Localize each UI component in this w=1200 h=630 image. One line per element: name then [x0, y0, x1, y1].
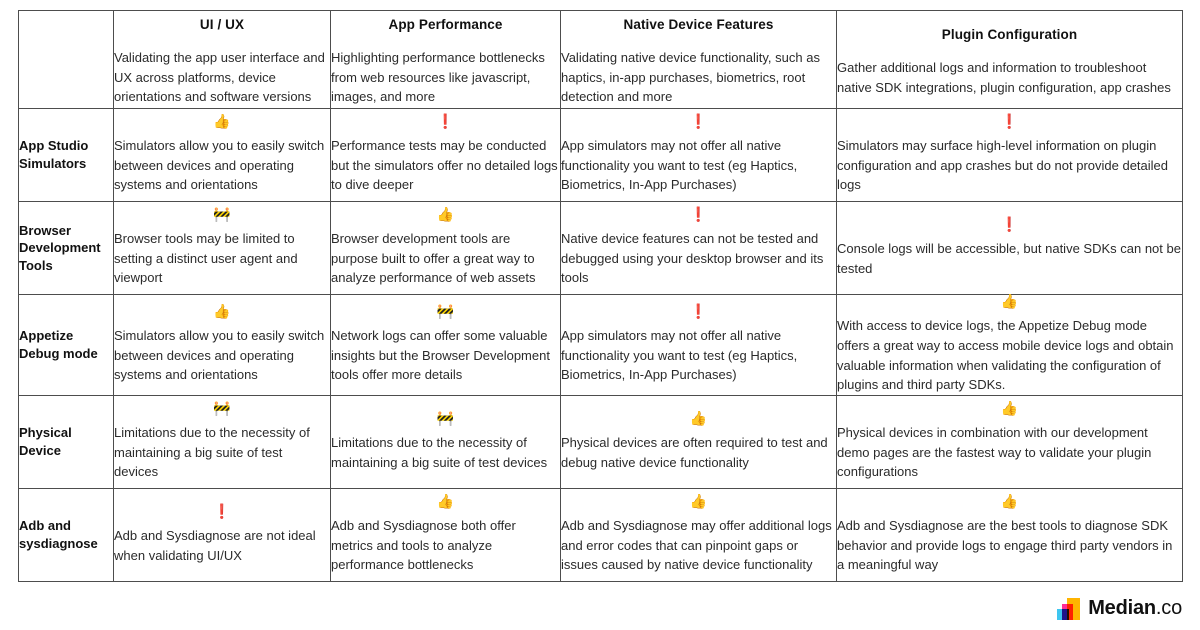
thumbs-up-icon: 👍 [213, 113, 231, 130]
thumbs-up-icon: 👍 [689, 410, 708, 427]
matrix-cell [114, 396, 331, 489]
thumbs-up-icon: 👍 [1000, 493, 1019, 510]
red-exclamation-icon: ❗ [1000, 113, 1019, 130]
table-container [18, 10, 1182, 582]
matrix-cell-text: App simulators may not offer all native functionality you want to test (eg Haptics, Biometrics, In-App Purchases) [561, 327, 798, 383]
matrix-cell-text: Physical devices in combination with our development demo pages are the fastest way to validate your plugin configurations [837, 424, 1152, 480]
matrix-cell-text: Limitations due to the necessity of maintaining a big suite of test devices [331, 434, 548, 470]
matrix-cell-text: Console logs will be accessible, but native SDKs can not be tested [837, 240, 1181, 276]
column-header-description: Highlighting performance bottlenecks from web resources like javascript, images, and more [331, 49, 545, 105]
brand-name: Median [1088, 597, 1156, 619]
matrix-cell [561, 109, 837, 202]
matrix-cell [561, 489, 837, 582]
column-header-2 [331, 11, 561, 109]
red-exclamation-icon: ❗ [213, 503, 231, 520]
matrix-cell [837, 396, 1183, 489]
table-row [19, 489, 1183, 582]
row-header-label: Appetize Debug mode [19, 295, 114, 396]
column-header-description: Validating native device functionality, such as haptics, in-app purchases, biometrics, root detection and more [561, 49, 820, 105]
matrix-cell [331, 396, 561, 489]
row-header-label: Adb and sysdiagnose [19, 489, 114, 582]
matrix-cell [561, 396, 837, 489]
matrix-cell-text: Browser tools may be limited to setting a distinct user agent and viewport [114, 230, 298, 286]
matrix-cell-text: App simulators may not offer all native functionality you want to test (eg Haptics, Biometrics, In-App Purchases) [561, 137, 798, 193]
matrix-cell [561, 295, 837, 396]
column-header-1 [114, 11, 331, 109]
matrix-cell-text: Native device features can not be tested and debugged using your desktop browser and its tools [561, 230, 824, 286]
matrix-cell [331, 489, 561, 582]
construction-sign-icon: 🚧 [213, 206, 231, 223]
thumbs-up-icon: 👍 [436, 206, 455, 223]
matrix-cell [114, 489, 331, 582]
table-row [19, 295, 1183, 396]
construction-sign-icon: 🚧 [436, 410, 455, 427]
table-row [19, 202, 1183, 295]
matrix-cell-text: Simulators may surface high-level information on plugin configuration and app crashes but do not provide detailed logs [837, 137, 1169, 193]
table-row [19, 109, 1183, 202]
table-corner-cell [19, 11, 114, 109]
matrix-cell [331, 202, 561, 295]
matrix-cell-text: Adb and Sysdiagnose are the best tools to diagnose SDK behavior and provide logs to engage third party vendors in a meaningful way [837, 517, 1173, 573]
brand-tld: .co [1155, 597, 1182, 619]
matrix-cell-text: Adb and Sysdiagnose may offer additional logs and error codes that can pinpoint gaps or issues caused by native device functionality [561, 517, 832, 573]
matrix-cell-text: Browser development tools are purpose built to offer a great way to analyze performance of web assets [331, 230, 536, 286]
matrix-cell-text: With access to device logs, the Appetize Debug mode offers a great way to access mobile device logs and obtain valuable information when validating the configuration of plugins and third party SDKs. [837, 318, 1174, 393]
matrix-cell [114, 109, 331, 202]
red-exclamation-icon: ❗ [689, 303, 708, 320]
red-exclamation-icon: ❗ [689, 113, 708, 130]
column-header-description: Validating the app user interface and UX across platforms, device orientations and software versions [114, 49, 325, 105]
table-header-row [19, 11, 1183, 109]
thumbs-up-icon: 👍 [1000, 400, 1019, 417]
thumbs-up-icon: 👍 [689, 493, 708, 510]
matrix-cell-text: Limitations due to the necessity of maintaining a big suite of test devices [114, 424, 310, 480]
matrix-cell [331, 109, 561, 202]
red-exclamation-icon: ❗ [689, 206, 708, 223]
matrix-cell [837, 202, 1183, 295]
row-header-label: App Studio Simulators [19, 109, 114, 202]
column-header-title: Native Device Features [623, 16, 774, 32]
brand-wordmark [1088, 597, 1182, 620]
column-header-title: Plugin Configuration [941, 26, 1078, 42]
thumbs-up-icon: 👍 [436, 493, 455, 510]
matrix-cell [837, 109, 1183, 202]
matrix-cell [114, 295, 331, 396]
comparison-table [18, 10, 1183, 582]
matrix-cell [837, 489, 1183, 582]
matrix-cell [114, 202, 331, 295]
median-logo-icon [1057, 598, 1080, 620]
column-header-title: App Performance [388, 16, 503, 32]
matrix-cell-text: Network logs can offer some valuable insights but the Browser Development tools offer more details [331, 327, 550, 383]
matrix-cell [331, 295, 561, 396]
row-header-label: Browser Development Tools [19, 202, 114, 295]
red-exclamation-icon: ❗ [436, 113, 455, 130]
column-header-description: Gather additional logs and information to troubleshoot native SDK integrations, plugin configuration, app crashes [837, 59, 1171, 95]
brand-footer [1057, 597, 1182, 620]
matrix-cell-text: Simulators allow you to easily switch between devices and operating systems and orientations [114, 137, 325, 193]
construction-sign-icon: 🚧 [436, 303, 455, 320]
column-header-title: UI / UX [199, 16, 245, 32]
matrix-cell [561, 202, 837, 295]
table-row [19, 396, 1183, 489]
matrix-cell [837, 295, 1183, 396]
red-exclamation-icon: ❗ [1000, 216, 1019, 233]
matrix-cell-text: Physical devices are often required to test and debug native device functionality [561, 434, 828, 470]
matrix-cell-text: Adb and Sysdiagnose are not ideal when validating UI/UX [114, 527, 316, 563]
row-header-label: Physical Device [19, 396, 114, 489]
thumbs-up-icon: 👍 [1000, 294, 1019, 310]
matrix-cell-text: Adb and Sysdiagnose both offer metrics and tools to analyze performance bottlenecks [331, 517, 516, 573]
column-header-4 [837, 11, 1183, 109]
column-header-3 [561, 11, 837, 109]
thumbs-up-icon: 👍 [213, 303, 231, 320]
construction-sign-icon: 🚧 [213, 400, 231, 417]
matrix-cell-text: Performance tests may be conducted but the simulators offer no detailed logs to dive deeper [331, 137, 558, 193]
matrix-cell-text: Simulators allow you to easily switch between devices and operating systems and orientations [114, 327, 325, 383]
